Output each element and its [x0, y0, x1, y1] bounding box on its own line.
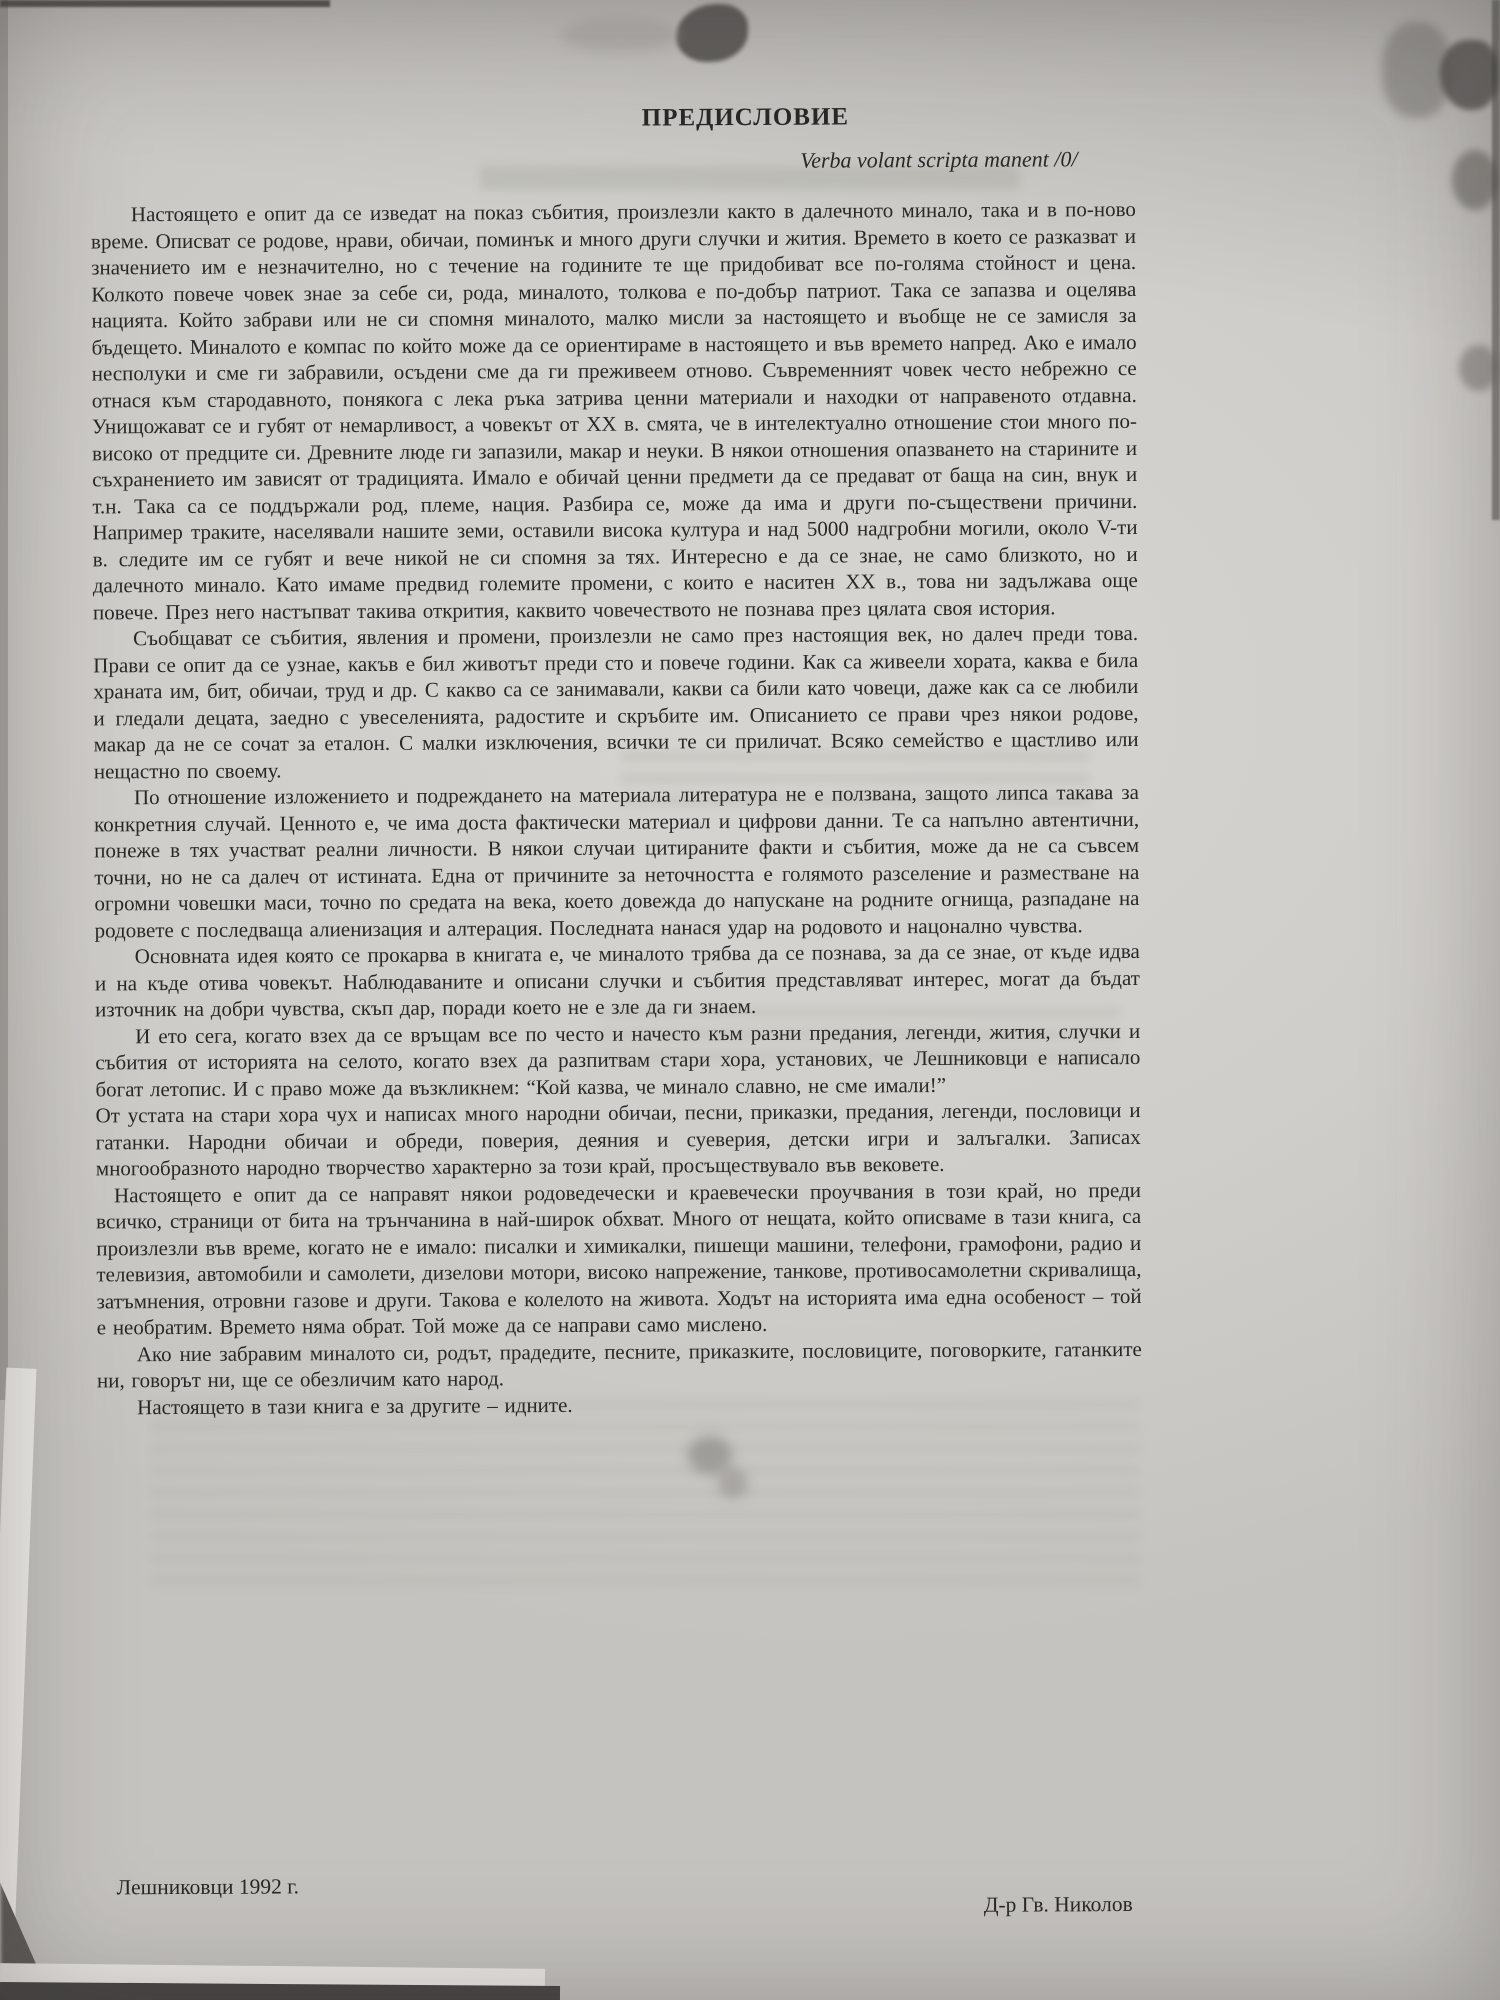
paragraph-2: Съобщават се събития, явления и промени, произлезли не само през настоящия век, но далеч преди това. Прави се опит да се узнае, какъв е бил животът преди сто и повече години. Как са живеели хората, каква е била храната им, бит, обичаи, труд и др. С какво са се занимавали, какви са били като човеци, даже как са се любили и гледали децата, заедно с увеселенията, радостите и скръбите им. Описанието се прави чрез някои родове, макар да не се сочат за еталон. С малки изключения, всички те си приличат. Всяко семейство е щастливо или нещастно по своему.	[93, 620, 1139, 783]
paragraph-7: Настоящето е опит да се направят някои родоведечески и краевечески проучвания в този край, но преди всичко, страници от бита на трънчанина в най-широк обхват. Много от нещата, който описваме в тази книга, са произлезли във време, когато не е имало: писалки и химикалки, пишещи машини, телефони, грамофони, радио и телевизия, автомобили и самолети, дизелови мотори, високо напрежение, танкове, противосамолетни скривалища, затъмнения, отровни газове и други. Такова е колелото на живота. Ходът на историята има една особеност – той е необратим. Времето няма обрат. Той може да се направи само мислено.	[96, 1177, 1142, 1340]
paragraph-3: По отношение изложението и подреждането на материала литература не е ползвана, защото липса такава за конкретния случай. Ценното е, че има доста фактически материал и цифрови данни. Те са напълно автентични, понеже в тях участват реални личности. В някои случаи цитираните факти и събития, може да не са съвсем точни, но не са далеч от истината. Една от причините за неточността е голямото разселение и разместване на огромни човешки маси, точно по средата на века, което довежда до напускане на родните огнища, разпадане на родовете с последваща алиенизация и алтерация. Последната нанася удар на родовото и нацонално чувства.	[94, 779, 1140, 942]
paragraph-5: И ето сега, когато взех да се връщам все по често и начесто към разни предания, легенди, жития, случки и събития от историята на селото, когато взех да разпитвам стари хора, установих, че Лешниковци е написало богат летопис. И с право може да възкликнем: “Кой казва, че минало славно, не сме имали!”	[95, 1018, 1141, 1101]
date-line: Лешниковци 1992 г.	[116, 1874, 300, 1900]
author-signature: Д-р Гв. Николов	[983, 1892, 1133, 1917]
paragraph-6: От устата на стари хора чух и написах много народни обичаи, песни, приказки, предания, легенди, пословици и гатанки. Народни обичаи и обреди, поверия, деяния и суеверия, детски игри и залъгалки. Записах многообразното народно творчество характерно за този край, просъществувало във вековете.	[95, 1097, 1141, 1181]
paragraph-8: Ако ние забравим миналото си, родът, прадедите, песните, приказките, пословиците, поговорките, гатанките ни, говорът ни, ще се обезличим като народ.	[96, 1336, 1142, 1393]
paragraph-1: Настоящето е опит да се изведат на показ събития, произлезли както в далечното минало, така и в по-ново време. Описват се родове, нрави, обичаи, поминък и много други случки и жития. Времето в което се разказват и значението им е незначително, но с течение на годините те ще придобиват все по-голяма стойност и цена. Колкото повече човек знае за себе си, рода, миналото, толкова е по-добър патриот. Така се запазва и оцелява нацията. Който забрави или не си спомня миналото, малко мисли за настоящето и въобще не се замисля за бъдещето. Миналото е компас по който може да се ориентираме в настоящето и във времето напред. Ако е имало несполуки и сме ги забравили, осъдени сме да ги преживеем отново. Съвременният човек често небрежно се отнася към стародавното, понякога с лека ръка затрива ценни материали и находки от направеното отдавна. Унищожават се и губят от немарливост, а човекът от XX в. смята, че в интелектуално отношение стои много по-високо от предците си. Древните люде ги запазили, макар и неуки. В някои отношения опазването на старините и съхранението им зависят от традицията. Имало е обичай ценни предмети да се предават от баща на син, внук и т.н. Така са се поддържали род, племе, нация. Разбира се, може да има и други по-съществени причини. Например траките, населявали нашите земи, оставили висока култура и над 5000 надгробни могили, около V-ти в. следите им се губят и вече никой не си спомня за тях. Интересно е да се знае, не само близкото, но и далечното минало. Като имаме предвид големите промени, с които е наситен XX в., това ни задължава още повече. През него настъпват такива открития, каквито човечеството не познава през цялата своя история.	[90, 196, 1138, 624]
page-title: ПРЕДИСЛОВИЕ	[641, 103, 850, 132]
paragraph-4: Основната идея която се прокарва в книгата е, че миналото трябва да се познава, за да се знае, от къде идва и на къде отива човекът. Наблюдаваните и описани случки и събития представляват интерес, могат да бъдат източник на добри чувства, скъп дар, поради което не е зле да ги знаем.	[94, 938, 1140, 1022]
epigraph: Verba volant scripta manent /0/	[800, 146, 1078, 173]
body-text	[91, 196, 1142, 1420]
paragraph-9: Настоящето в тази книга е за другите – идните.	[137, 1392, 573, 1419]
